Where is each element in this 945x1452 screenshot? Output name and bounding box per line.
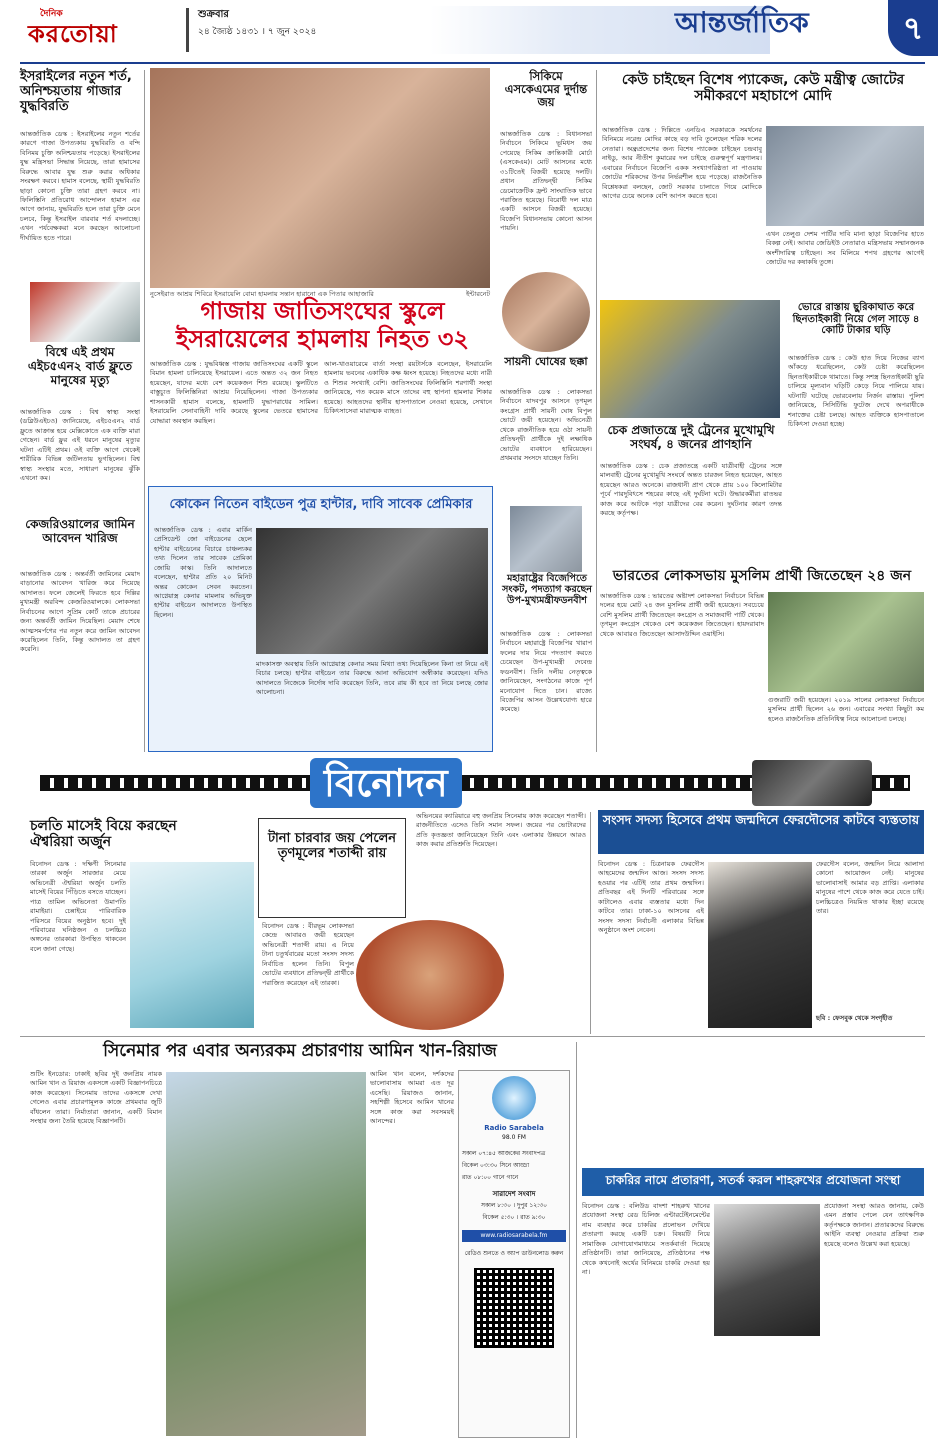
radio-name: Radio Sarabela [484, 1124, 544, 1132]
radio-schedule-3: রাত ০৮:০০ গানে গানে [462, 1174, 519, 1181]
masthead [0, 0, 945, 62]
czech-train-body: আন্তর্জাতিক ডেস্ক : চেক প্রজাতন্ত্রে একটি যাত্রীবাহী ট্রেনের সঙ্গে মালবাহী ট্রেনের মুখোমুখি সংঘর্ষে অন্তত চারজন নিহত হয়েছেন, আহত হয়েছেন আরও অনেকে। রাজধানী প্রাগ থেকে প্রায় ১০০ কিলোমিটার পূর্বে পারদুবিৎসে শহরের কাছে এই দুর্ঘটনা ঘটে। উদ্ধারকর্মীরা রাতভর কাজ করে আটকে পড়া যাত্রীদের বের করেন। দুর্ঘটনার কারণ তদন্ত করছে কর্তৃপক্ষ। [600, 462, 782, 518]
satabdi-body: বিনোদন ডেস্ক : বীরভূম লোকসভা কেন্দ্রে আবারও জয়ী হয়েছেন অভিনেত্রী শতাব্দী রায়। এ নিয়ে টানা চতুর্থবারের মতো সংসদ সদস্য নির্বাচিত হলেন তিনি। বিপুল ভোটের ব্যবধানে প্রতিদ্বন্দ্বী প্রার্থীকে পরাজিত করেছেন এই তারকা। [262, 922, 354, 987]
sayani-headline: সায়নী ঘোষের ছক্কা [504, 355, 588, 368]
aishwarya-photo [130, 862, 254, 1028]
masthead-divider [186, 8, 189, 52]
radio-qr-caption: রেডিও শুনতে ও অ্যাপ ডাউনলোড করুন [464, 1250, 564, 1257]
entertainment-section-title: বিনোদন [310, 758, 462, 808]
amin-khan-body: শুটিং ইনডোর: ঢাকাই ছবির দুই জনপ্রিয় নায়ক আমিন খান ও রিয়াজ একসঙ্গে একটি বিজ্ঞাপনচিত্রে কাজ করেছেন। সিনেমায় তাদের একসঙ্গে দেখা গেলেও এবার প্রচারণামূলক কাজে প্রথমবার জুটি বাঁধলেন তারা। নির্মাতারা জানান, একটি বিমান সংস্থার জন্য তৈরি হয়েছে বিজ্ঞাপনটি। [30, 1070, 162, 1126]
satabdi-body-continued: অভিনয়ের ক্যারিয়ারে বহু জনপ্রিয় সিনেমায় কাজ করেছেন শতাব্দী। রাজনীতিতে এসেও তিনি সমান সফল। জয়ের পর ভোটারদের প্রতি কৃতজ্ঞতা জানিয়েছেন তিনি এবং এলাকার উন্নয়নে আরও কাজ করার প্রতিশ্রুতি দিয়েছেন। [416, 812, 586, 849]
india-muslim-mps-body-continued: গুজরাটি জয়ী হয়েছেন। ২০১৯ সালের লোকসভা নির্বাচনে মুসলিম প্রার্থী ছিলেন ২৬ জন। এবারের সংখ্যা কিছুটা কম হলেও রাজনৈতিক প্রতিনিধিত্ব নিয়ে আলোচনা চলছে। [768, 696, 924, 723]
newspaper-logo: করতোয়া [28, 20, 118, 48]
radio-schedule-2: বিকেল ০৩:৩০ সিনে আড্ডা [462, 1162, 530, 1169]
column-rule [596, 70, 597, 752]
column-rule [590, 812, 591, 1034]
kejriwal-body: আন্তর্জাতিক ডেস্ক : অন্তর্বর্তী জামিনের মেয়াদ বাড়ানোর আবেদন খারিজ করে দিয়েছে আদালত। ফলে জেলেই ফিরতে হবে দিল্লির মুখ্যমন্ত্রী অরবিন্দ কেজরিওয়ালকে। লোকসভা নির্বাচনের আগে সুপ্রিম কোর্ট তাকে প্রচারের জন্য অন্তর্বর্তী জামিন দিয়েছিল। মেয়াদ শেষে আত্মসমর্পণের পর নতুন করে জামিন আবেদন করেছিলেন তিনি, কিন্তু আদালত তা গ্রহণ করেনি। [20, 570, 140, 654]
page-number: ৭ [888, 0, 938, 56]
shahrukh-body-continued: প্রযোজনা সংস্থা আরও জানায়, কেউ এমন প্রস্তাব পেলে যেন তাৎক্ষণিক কর্তৃপক্ষকে জানান। প্রতারকদের বিরুদ্ধে আইনি ব্যবস্থা নেওয়ার প্রক্রিয়া শুরু হয়েছে বলেও উল্লেখ করা হয়েছে। [824, 1202, 924, 1248]
sikkim-body: আন্তর্জাতিক ডেস্ক : বিধানসভা নির্বাচনে সিকিমে ভূমিধস জয় পেয়েছে সিকিম ক্রান্তিকারী মোর্চা (এসকেএম)। মোট আসনের মধ্যে ৩১টিতেই বিজয়ী হয়েছে দলটি। প্রধান প্রতিদ্বন্দ্বী সিকিম ডেমোক্রেটিক ফ্রন্ট সাংঘাতিক ভাবে পরাজিত হয়েছে। বিরোধী দল মাত্র একটি আসনে বিজয়ী হয়েছে। বিজেপি বিধানসভায় কোনো আসন পায়নি। [500, 130, 592, 233]
watch-robbery-headline: ভোরে রাস্তায় ছুরিকাঘাত করে ছিনতাইকারী নিয়ে গেল সাড়ে ৪ কোটি টাকার ঘড়ি [792, 302, 920, 336]
ferdous-body: বিনোদন ডেস্ক : চিত্রনায়ক ফেরদৌস আহমেদের জন্মদিন আজ। সংসদ সদস্য হওয়ার পর এটিই তার প্রথম জন্মদিন। প্রতিবছর এই দিনটি পরিবারের সঙ্গে কাটালেও এবার ব্যস্ততার মধ্যে দিন কাটবে তার। ঢাকা-১০ আসনের এই সংসদ সদস্য নির্বাচনী এলাকার বিভিন্ন অনুষ্ঠানে অংশ নেবেন। [598, 860, 704, 934]
radio-schedule-1: সকাল ০৭:৪৫ আজকের সংবাদপত্র [462, 1150, 546, 1157]
biden-headline: কোকেন নিতেন বাইডেন পুত্র হান্টার, দাবি সাবেক প্রেমিকার [169, 497, 473, 512]
radio-logo-icon [492, 1076, 536, 1120]
gaza-photo-caption: নুসেইরাত আশ্রয় শিবিরে ইসরায়েলি বোমা হামলায় সন্তান হারানো এক পিতার আহাজারি [150, 290, 374, 298]
radio-website-link[interactable]: www.radiosarabela.fm [462, 1230, 566, 1242]
clapperboard-icon [752, 760, 872, 806]
biden-body: আন্তর্জাতিক ডেস্ক : এবার মার্কিন প্রেসিডেন্ট জো বাইডেনের ছেলে হান্টার বাইডেনের বিচারে চাঞ্চল্যকর তথ্য দিলেন তার সাবেক প্রেমিকা জোয়ি কাস্ক। তিনি আদালতে বলেছেন, হান্টার প্রতি ২০ মিনিট অন্তর কোকেন সেবন করতেন। আগ্নেয়াস্ত্র কেনার মামলায় অভিযুক্ত হান্টার বাইডেন আদালতে উপস্থিত ছিলেন। [154, 526, 252, 619]
train-crash-photo [600, 300, 780, 418]
israel-ceasefire-headline: ইসরাইলের নতুন শর্ত, অনিশ্চয়তায় গাজার যুদ্ধবিরতি [20, 69, 132, 114]
radio-news-time-2: বিকেল ৫:৩০ । রাত ৯:৩০ [482, 1214, 546, 1221]
ferdous-photo-credit: ছবি : ফেসবুক থেকে সংগৃহীত [816, 1014, 893, 1022]
israel-ceasefire-body: আন্তর্জাতিক ডেস্ক : ইসরাইলের নতুন শর্তের কারণে গাজা উপত্যকায় যুদ্ধবিরতি ও বন্দি বিনিময় চুক্তি অনিশ্চয়তায় পড়েছে। ইসরাইলের যুদ্ধ মন্ত্রিসভা সিদ্ধান্ত নিয়েছে, তারা হামাসের বিরুদ্ধে আবার যুদ্ধ শুরু করার অধিকার সংরক্ষণ করবে। হামাস বলেছে, স্থায়ী যুদ্ধবিরতি ছাড়া কোনো চুক্তি তারা গ্রহণ করবে না। ফিলিস্তিনি প্রতিরোধ আন্দোলন হামাস এর আগে জানায়, যুদ্ধবিরতি হলে তারা চুক্তি মেনে চলবে, কিন্তু ইসরাইল বারবার শর্ত বদলাচ্ছে। এখন পর্যবেক্ষকরা মনে করছেন আলোচনা দীর্ঘায়িত হতে পারে। [20, 130, 140, 242]
kejriwal-headline: কেজরিওয়ালের জামিন আবেদন খারিজ [25, 517, 135, 545]
masthead-rule [20, 62, 925, 64]
column-rule [144, 70, 145, 752]
modi-headline: কেউ চাইছেন বিশেষ প্যাকেজ, কেউ মন্ত্রীত্ব জোটের সমীকরণে মহাচাপে মোদি [621, 72, 905, 105]
india-muslim-mps-headline: ভারতের লোকসভায় মুসলিম প্রার্থী জিতেছেন ২৪ জন [612, 568, 912, 584]
radio-frequency: 98.0 FM [502, 1134, 526, 1141]
gaza-photo [150, 68, 490, 288]
sikkim-headline: সিকিমে এসকেএমের দুর্দান্ত জয় [504, 69, 588, 110]
bird-flu-body: আন্তর্জাতিক ডেস্ক : বিশ্ব স্বাস্থ্য সংস্থা (ডব্লিউএইচও) জানিয়েছে, এইচ৫এন২ বার্ড ফ্লুতে আক্রান্ত হয়ে মেক্সিকোতে এক ব্যক্তি মারা গেছেন। বার্ড ফ্লুর এই ধরনে মানুষের মৃত্যুর ঘটনা এটিই প্রথম। ওই ব্যক্তি আগে থেকেই শারীরিক বিভিন্ন জটিলতায় ভুগছিলেন। বিশ্ব স্বাস্থ্য সংস্থার মতে, সাধারণ মানুষের ঝুঁকি এখনো কম। [20, 408, 140, 482]
czech-train-headline: চেক প্রজাতন্ত্রে দুই ট্রেনের মুখোমুখি সংঘর্ষ, ৪ জনের প্রাণহানি [607, 423, 775, 451]
muslim-mps-photos [768, 592, 924, 692]
hunter-biden-photo [256, 528, 488, 654]
modi-body: আন্তর্জাতিক ডেস্ক : দিল্লিতে এনডিএ সরকারকে সমর্থনের বিনিময়ে নরেন্দ্র মোদির কাছে বড় দাবি তুলেছেন শরিক দলের নেতারা। অন্ধ্রপ্রদেশের জন্য বিশেষ প্যাকেজ চাইছেন চন্দ্রবাবু নাইডু, আর নীতীশ কুমারের দল চাইছে গুরুত্বপূর্ণ মন্ত্রণালয়। এবারের নির্বাচনে বিজেপি একক সংখ্যাগরিষ্ঠতা না পাওয়ায় জোটের শরিকদের উপর নির্ভরশীল হয়ে পড়েছে। রাজনৈতিক বিশ্লেষকরা বলছেন, জোট সরকার চালাতে গিয়ে মোদিকে আগের চেয়ে অনেক বেশি আপস করতে হবে। [602, 126, 762, 200]
sayani-body: আন্তর্জাতিক ডেস্ক : লোকসভা নির্বাচনে যাদবপুর আসনে তৃণমূল কংগ্রেস প্রার্থী সায়নী ঘোষ বিপুল ভোটে জয়ী হয়েছেন। অভিনেত্রী থেকে রাজনীতিক হয়ে ওঠা সায়নী প্রতিদ্বন্দ্বী প্রার্থীকে দুই লক্ষাধিক ভোটের ব্যবধানে হারিয়েছেন। প্রথমবার সংসদে যাচ্ছেন তিনি। [500, 388, 592, 462]
bird-flu-headline: বিশ্বে এই প্রথম এইচ৫এন২ বার্ড ফ্লুতে মানুষের মৃত্যু [27, 345, 133, 387]
radio-news-time-1: সকাল ৮:৩০ । দুপুর ১২:৩০ [480, 1202, 547, 1209]
logo-small-text: দৈনিক [40, 9, 63, 19]
gaza-photo-credit: ইন্টারনেট [466, 290, 490, 298]
amin-khan-riaz-photo [166, 1072, 366, 1436]
gaza-school-body-continued: আল-খাওয়ারেমে বার্তা সংস্থা রয়টার্সকে বলেছেন, ইসরায়েলি হামলায় ভবনের একাধিক কক্ষ ধ্বংস হয়েছে। নিহতদের মধ্যে নারী ও শিশুর সংখ্যাই বেশি। জাতিসংঘের ফিলিস্তিনি শরণার্থী সংস্থা জানিয়েছে, গত কয়েক মাসে তাদের বহু স্থাপনা হামলার শিকার হয়েছে। আহতদের স্থানীয় হাসপাতালে নেওয়া হয়েছে, সেখানে চিকিৎসাসেবা মারাত্মক ব্যাহত। [324, 360, 492, 416]
maharashtra-body: আন্তর্জাতিক ডেস্ক : লোকসভা নির্বাচনে মহারাষ্ট্রে বিজেপির খারাপ ফলের দায় নিয়ে পদত্যাগ করতে চেয়েছেন উপ-মুখ্যমন্ত্রী দেবেন্দ্র ফডনবীশ। তিনি দলীয় নেতৃত্বকে জানিয়েছেন, সংগঠনের কাজে পূর্ণ মনোযোগ দিতে চান। রাজ্যে বিজেপির আসন উল্লেখযোগ্য হারে কমেছে। [500, 630, 592, 714]
qr-code-icon[interactable] [474, 1268, 554, 1348]
publication-date: ২৪ জ্যৈষ্ঠ ১৪৩১ । ৭ জুন ২০২৪ [198, 27, 317, 37]
sayani-ghosh-photo [502, 272, 590, 352]
shahrukh-photo [714, 1204, 820, 1336]
aishwarya-body: বিনোদন ডেস্ক : দক্ষিণী সিনেমার তারকা অর্জুন সারজার মেয়ে অভিনেত্রী ঐশ্বরিয়া অর্জুন চলতি মাসেই বিয়ের পিঁড়িতে বসতে যাচ্ছেন। পাত্র তামিল অভিনেতা উমাপতি রামাইয়া। চেন্নাইয়ে পারিবারিক পরিসরে বিয়ের অনুষ্ঠান হবে। দুই পরিবারের ঘনিষ্ঠজন ও চলচ্চিত্র অঙ্গনের তারকারা উপস্থিত থাকবেন বলে জানা গেছে। [30, 860, 126, 953]
satabdi-photo [356, 920, 504, 1030]
india-muslim-mps-body: আন্তর্জাতিক ডেস্ক : ভারতের অষ্টাদশ লোকসভা নির্বাচনে বিভিন্ন দলের হয়ে মোট ২৪ জন মুসলিম প্রার্থী জয়ী হয়েছেন। সবচেয়ে বেশি মুসলিম প্রার্থী জিতেছেন কংগ্রেস ও সমাজবাদী পার্টি থেকে। তৃণমূল কংগ্রেস থেকেও বেশ কয়েকজন জিতেছেন। হায়দরাবাদ থেকে আবারও জিতেছেন আসাদউদ্দিন ওয়াইসি। [600, 592, 764, 638]
aishwarya-headline: চলতি মাসেই বিয়ে করছেন ঐশ্বরিয়া অর্জুন [30, 818, 177, 851]
radio-news-heading: সারাদেশ সংবাদ [492, 1190, 536, 1198]
ferdous-photo [708, 862, 812, 1028]
amin-khan-body-continued: আমিন খান বলেন, দর্শকদের ভালোবাসায় আমরা এত দূর এসেছি। রিয়াজও জানান, সহশিল্পী হিসেবে আমিন খানের সঙ্গে কাজ করা সবসময়ই আনন্দের। [370, 1070, 454, 1126]
satabdi-headline: টানা চারবার জয় পেলেন তৃণমূলের শতাব্দী রায় [267, 831, 397, 861]
fadnavis-photo [510, 506, 582, 572]
publication-day: শুক্রবার [198, 9, 229, 20]
shahrukh-body: বিনোদন ডেস্ক : বলিউড বাদশা শাহরুখ খানের প্রযোজনা সংস্থা রেড চিলিজ এন্টারটেইনমেন্টের নাম ব্যবহার করে চাকরির প্রলোভন দেখিয়ে প্রতারণা করছে একটি চক্র। বিষয়টি নিয়ে সামাজিক যোগাযোগমাধ্যমে সতর্কবার্তা দিয়েছে প্রতিষ্ঠানটি। তারা জানিয়েছে, প্রতিষ্ঠানের পক্ষ থেকে কখনোই অর্থের বিনিময়ে চাকরি দেওয়া হয় না। [582, 1202, 710, 1276]
watch-robbery-body: আন্তর্জাতিক ডেস্ক : কেউ হাত দিয়ে নিজের ব্যাগ আঁকড়ে ধরেছিলেন, কেউ চেষ্টা করেছিলেন ছিনতাইকারীকে থামাতে। কিন্তু সশস্ত্র ছিনতাইকারী ছুরি চালিয়ে মূল্যবান ঘড়িটি কেড়ে নিয়ে পালিয়ে যায়। ঘটনাটি ঘটেছে ভোরবেলায় নির্জন রাস্তায়। পুলিশ জানিয়েছে, সিসিটিভি ফুটেজ দেখে অপরাধীকে শনাক্তের চেষ্টা চলছে। আহত ব্যক্তিকে হাসপাতালে চিকিৎসা দেওয়া হচ্ছে। [788, 354, 924, 428]
gaza-school-body: আন্তর্জাতিক ডেস্ক : যুদ্ধবিধ্বস্ত গাজায় জাতিসংঘের একটি স্কুলে বিমান হামলা চালিয়েছে ইসরায়েল। এতে অন্তত ৩২ জন নিহত হয়েছেন, যাদের মধ্যে বেশ কয়েকজন শিশু রয়েছে। স্কুলটিতে বাস্তুচ্যুত ফিলিস্তিনিরা আশ্রয় নিয়েছিলেন। গাজা উপত্যকার শাসনকারী হামাস বলেছে, হামলাটি যুদ্ধাপরাধের সামিল। ইসরায়েলি সেনাবাহিনী দাবি করেছে স্কুলের ভেতরে হামাসের যোদ্ধারা অবস্থান করছিল। [150, 360, 318, 425]
ferdous-body-continued: ফেরদৌস বলেন, জন্মদিন নিয়ে আলাদা কোনো আয়োজন নেই। মানুষের ভালোবাসাই আমার বড় প্রাপ্তি। এলাকার মানুষের পাশে থেকে কাজ করে যেতে চাই। চলচ্চিত্রেও নিয়মিত থাকার ইচ্ছা রয়েছে তার। [816, 860, 924, 916]
ferdous-headline: সংসদ সদস্য হিসেবে প্রথম জন্মদিনে ফেরদৌসের কাটবে ব্যস্ততায় [602, 812, 920, 827]
section-title: আন্তর্জাতিক [675, 6, 809, 39]
gaza-school-headline: গাজায় জাতিসংঘের স্কুলে ইসরায়েলের হামলায় নিহত ৩২ [176, 297, 469, 353]
biden-body-continued: মাদকাসক্ত অবস্থায় তিনি আগ্নেয়াস্ত্র কেনার সময় মিথ্যা তথ্য দিয়েছিলেন কিনা তা নিয়ে এই বিচার চলছে। হান্টার বাইডেন তার বিরুদ্ধে আনা অভিযোগ অস্বীকার করেছেন। যদিও আদালতে নিজেকে নির্দোষ দাবি করেছেন তিনি, তবে রায় কী হবে তা নিয়ে চলছে জোর আলোচনা। [256, 660, 488, 697]
amin-khan-headline: সিনেমার পর এবার অন্যরকম প্রচারণায় আমিন খান-রিয়াজ [103, 1041, 497, 1061]
bird-flu-photo [30, 282, 140, 342]
modi-body-continued: এখন তেলুগু দেশম পার্টির দাবি মানা ছাড়া বিজেপির হাতে বিকল্প নেই। আবার জেডিইউ নেতারাও মন্ত্রিসভায় সম্মানজনক অংশীদারিত্ব চাইছেন। সব মিলিয়ে শপথ গ্রহণের আগেই জোটের দর কষাকষি তুঙ্গে। [766, 230, 924, 267]
maharashtra-headline: মহারাষ্ট্রের বিজেপিতে সংকট, পদত্যাগ করছেন উপ-মুখ্যমন্ত্রীফডনবীশ [502, 573, 592, 606]
modi-nitish-naidu-photo [766, 126, 924, 226]
section-rule [20, 1036, 925, 1037]
shahrukh-headline: চাকরির নামে প্রতারণা, সতর্ক করল শাহরুখের প্রযোজনা সংস্থা [605, 1173, 901, 1187]
column-rule [576, 1042, 577, 1438]
